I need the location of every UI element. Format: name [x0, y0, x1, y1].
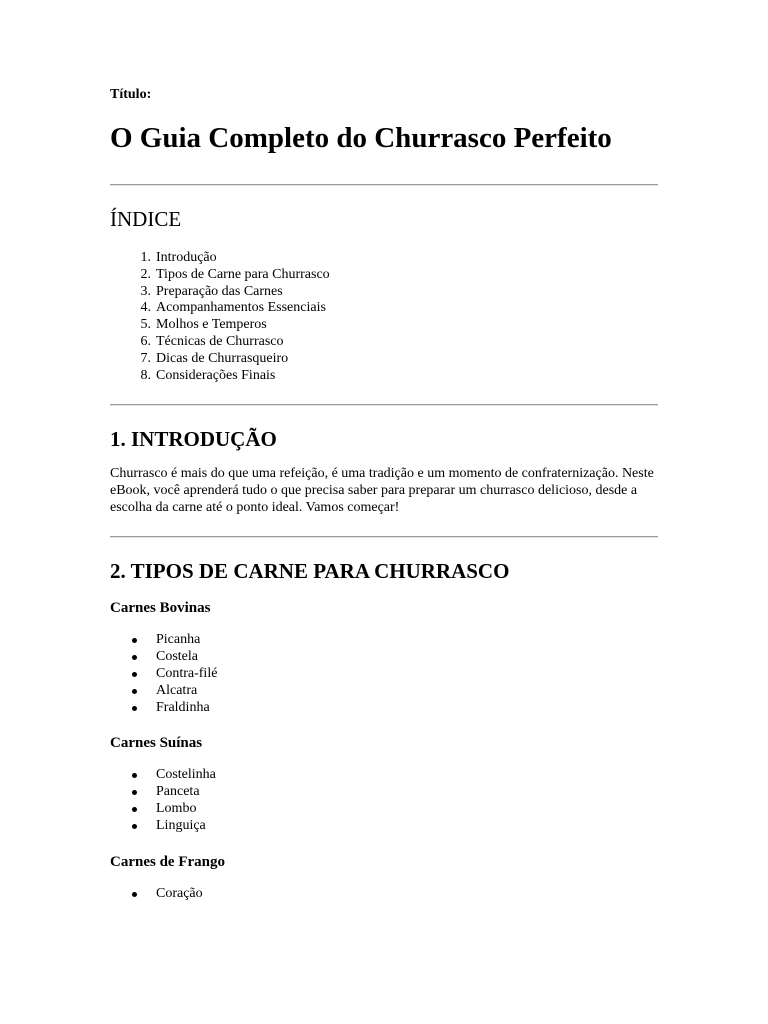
index-heading: ÍNDICE: [110, 207, 182, 231]
list-item-text: Alcatra: [156, 682, 198, 698]
toc-item-number: 7.: [140, 350, 151, 366]
toc-item-text: Preparação das Carnes: [156, 283, 283, 299]
toc-item-text: Introdução: [156, 250, 217, 265]
bullet: [132, 824, 137, 829]
toc-item-text: Dicas de Churrasqueiro: [156, 350, 289, 366]
meat-list: [110, 632, 658, 716]
meat-list: [110, 767, 658, 834]
meat-list: [110, 886, 658, 903]
bullet: [132, 790, 137, 795]
divider: [110, 184, 658, 186]
bullet: [132, 638, 137, 643]
section-heading: 1. INTRODUÇÃO: [110, 427, 277, 452]
toc-item-text: Molhos e Temperos: [156, 317, 267, 333]
subsection-heading: Carnes Bovinas: [110, 600, 211, 617]
toc-item-text: Acompanhamentos Essenciais: [156, 300, 326, 316]
document-content: [110, 86, 658, 902]
subsection-heading: Carnes de Frango: [110, 853, 225, 870]
toc-item-number: 2.: [140, 266, 151, 282]
toc-item-number: 5.: [140, 317, 151, 333]
bullet: [132, 706, 137, 711]
bullet: [132, 655, 137, 660]
list-item-text: Panceta: [156, 784, 200, 800]
list-item: [110, 649, 658, 666]
section-heading: 2. TIPOS DE CARNE PARA CHURRASCO: [110, 559, 510, 584]
bullet: [132, 892, 137, 897]
toc-item-number: 4.: [140, 300, 151, 316]
divider: [110, 536, 658, 538]
toc-item: [110, 300, 658, 317]
bullet: [132, 807, 137, 812]
list-item: [110, 784, 658, 801]
toc-item: [110, 284, 658, 301]
list-item-text: Coração: [156, 885, 203, 901]
toc-item-text: Tipos de Carne para Churrasco: [156, 266, 330, 282]
list-item-text: Picanha: [156, 632, 201, 648]
list-item-text: Costela: [156, 649, 198, 665]
list-item: [110, 700, 658, 717]
toc-item-text: Técnicas de Churrasco: [156, 333, 284, 349]
toc-item-number: 6.: [140, 333, 151, 349]
toc-item: [110, 334, 658, 351]
list-item: [110, 666, 658, 683]
toc-item: [110, 368, 658, 385]
toc-item: [110, 267, 658, 284]
list-item: [110, 886, 658, 903]
toc-item-number: 3.: [140, 283, 151, 299]
list-item-text: Contra-filé: [156, 665, 218, 681]
list-item-text: Linguiça: [156, 817, 206, 833]
list-item: [110, 801, 658, 818]
bullet: [132, 773, 137, 778]
intro-paragraph: Churrasco é mais do que uma refeição, é uma tradição e um momento de confraternização. Neste eBook, você aprenderá tudo o que precisa saber para preparar um churrasco delicioso, desde a escolha da carne até o ponto ideal. Vamos começar!: [110, 466, 654, 516]
document-title: O Guia Completo do Churrasco Perfeito: [110, 122, 612, 154]
list-item: [110, 683, 658, 700]
toc-item-number: 1.: [140, 250, 151, 265]
list-item: [110, 818, 658, 835]
toc-item-text: Considerações Finais: [156, 367, 276, 383]
list-item-text: Fraldinha: [156, 699, 210, 715]
list-item: [110, 632, 658, 649]
divider: [110, 404, 658, 406]
subsection-heading: Carnes Suínas: [110, 735, 203, 752]
toc-item: [110, 317, 658, 334]
table-of-contents: [110, 250, 658, 384]
toc-item: [110, 250, 658, 267]
toc-item: [110, 351, 658, 368]
list-item-text: Lombo: [156, 800, 197, 816]
bullet: [132, 689, 137, 694]
toc-item-number: 8.: [140, 367, 151, 383]
bullet: [132, 672, 137, 677]
list-item-text: Costelinha: [156, 767, 216, 783]
title-label: Título:: [110, 87, 152, 102]
list-item: [110, 767, 658, 784]
